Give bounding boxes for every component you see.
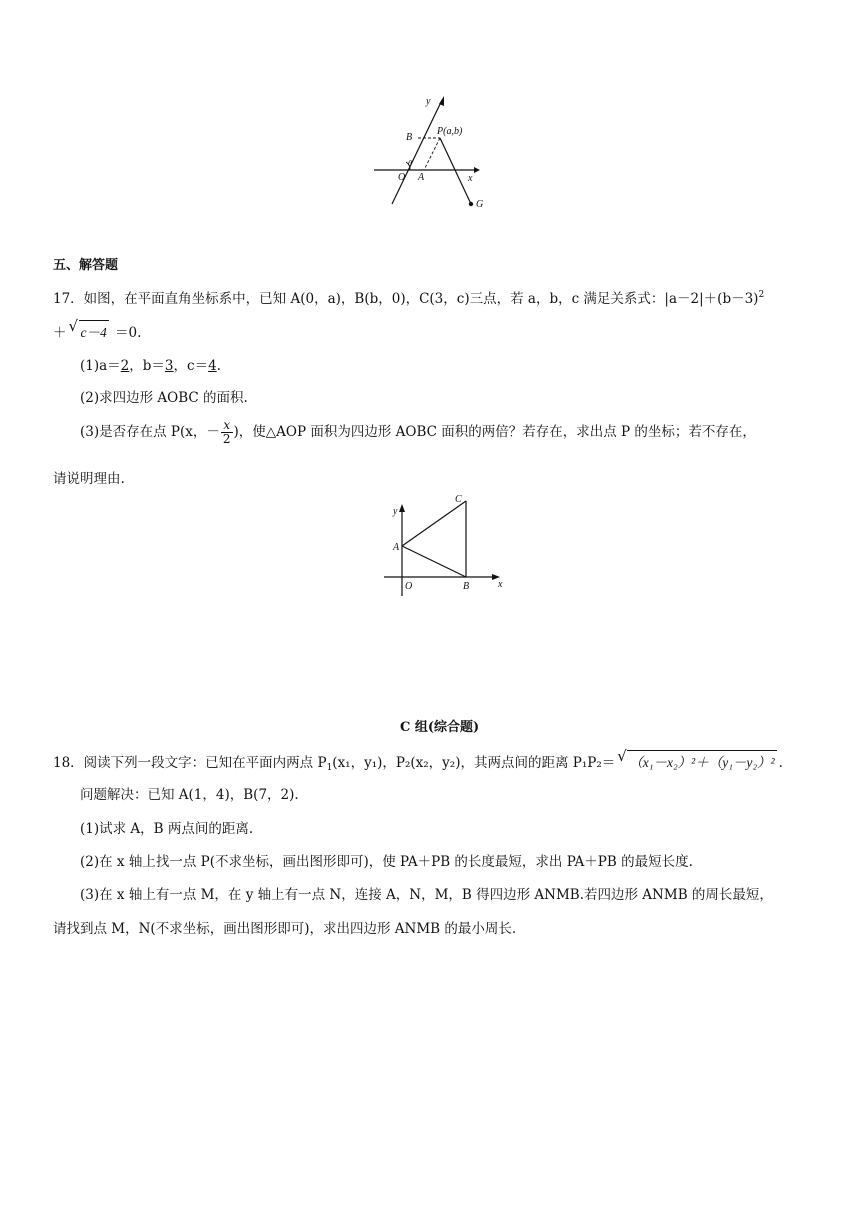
- q17-sqrt-content: c－4: [79, 320, 109, 341]
- section-title: 五、解答题: [53, 258, 119, 273]
- figure-2-diagram: [380, 492, 510, 598]
- q17-p1-a-value: 2: [120, 358, 130, 374]
- q17-p3-post: )，使△AOP 面积为四边形 AOBC 面积的两倍？若存在，求出点 P 的坐标；若不存在，: [233, 424, 756, 440]
- fig2-label-x: x: [498, 579, 503, 590]
- q18-part-1: (1)试求 A，B 两点间的距离.: [80, 821, 254, 837]
- q18-line1-mid: (x₁，y₁)，P₂(x₂，y₂)，其两点间的距离 P₁P₂＝: [332, 755, 616, 771]
- q17-p1-c-label: ，c＝: [173, 358, 209, 374]
- fig1-label-g: G: [476, 199, 484, 210]
- fig2-label-y: y: [393, 506, 398, 517]
- q18-line1-end: .: [778, 755, 783, 771]
- group-c-title: C 组(综合题): [400, 720, 480, 735]
- q17-fraction-denominator: 2: [222, 432, 231, 446]
- fig1-label-a: A: [418, 172, 425, 183]
- fig1-label-p: P(a,b): [437, 126, 463, 137]
- q17-fraction-numerator: x: [221, 419, 233, 433]
- q18-part-3-line-2: 请找到点 M，N(不求坐标，画出图形即可)，求出四边形 ANMB 的最小周长.: [53, 921, 517, 937]
- q17-fraction: [221, 419, 233, 446]
- q17-line-2: [53, 317, 142, 341]
- fig1-label-o: O: [398, 172, 406, 183]
- fig1-label-y: y: [426, 96, 431, 107]
- q17-p1-b-value: 3: [164, 358, 174, 374]
- q18-line-2: 问题解决：已知 A(1，4)，B(7，2).: [80, 787, 299, 803]
- q17-line2-end: ＝0.: [115, 325, 142, 341]
- q17-p1-c-value: 4: [208, 358, 217, 374]
- q18-part-2: (2)在 x 轴上找一点 P(不求坐标，画出图形即可)，使 PA＋PB 的长度最短，求出 PA＋PB 的最短长度.: [80, 854, 693, 870]
- q17-superscript-2: 2: [758, 290, 765, 300]
- fig2-label-o: O: [405, 581, 413, 592]
- q17-p3-pre: (3)是否存在点 P(x，－: [80, 424, 220, 440]
- radical-sign-icon: √: [617, 747, 627, 765]
- q17-part-3: [80, 419, 756, 446]
- fig2-label-a: A: [393, 542, 400, 553]
- q18-line1-pre: 18．阅读下列一段文字：已知在平面内两点 P: [53, 755, 327, 771]
- q17-line2-plus: ＋: [53, 325, 67, 341]
- figure-1-diagram: [370, 92, 495, 214]
- q18-line-1: 18．阅读下列一段文字：已知在平面内两点 $P_1(x_1$，y₁)，P₂(x₂，y₂)，其两点间的距离 P₁P₂＝ √ （x₁－x₂）²＋（y₁－y₂）² .: [53, 747, 783, 773]
- q18-sqrt-content: （x₁－x₂）²＋（y₁－y₂）²: [627, 750, 776, 771]
- q17-line-1: [53, 287, 764, 307]
- fig1-label-theta: θ: [408, 159, 412, 168]
- q18-sqrt: [617, 747, 776, 771]
- fig1-label-b: B: [406, 132, 413, 143]
- q17-p1-end: .: [216, 358, 221, 374]
- q17-line1-text: A(0，a)，B(b，0)，C(3，c)三点，若 a，b，c 满足关系式：|a－2|＋(b－3): [290, 291, 759, 307]
- q17-sqrt: [68, 317, 109, 341]
- q17-part-1: [80, 354, 221, 374]
- q17-p1-a-label: (1)a＝: [80, 358, 121, 374]
- q18-part-3: (3)在 x 轴上有一点 M，在 y 轴上有一点 N，连接 A，N，M，B 得四边形 ANMB.若四边形 ANMB 的周长最短，: [80, 887, 773, 903]
- q17-p1-b-label: ，b＝: [129, 358, 165, 374]
- q17-part-3-line-2: 请说明理由.: [53, 471, 125, 487]
- q17-part-2: (2)求四边形 AOBC 的面积.: [80, 390, 248, 406]
- fig2-label-b: B: [463, 581, 470, 592]
- q17-line1-pre: 17．如图，在平面直角坐标系中，已知: [53, 291, 291, 307]
- fig1-label-x: x: [468, 173, 473, 184]
- radical-sign-icon: √: [68, 317, 79, 335]
- fig2-label-c: C: [455, 494, 462, 505]
